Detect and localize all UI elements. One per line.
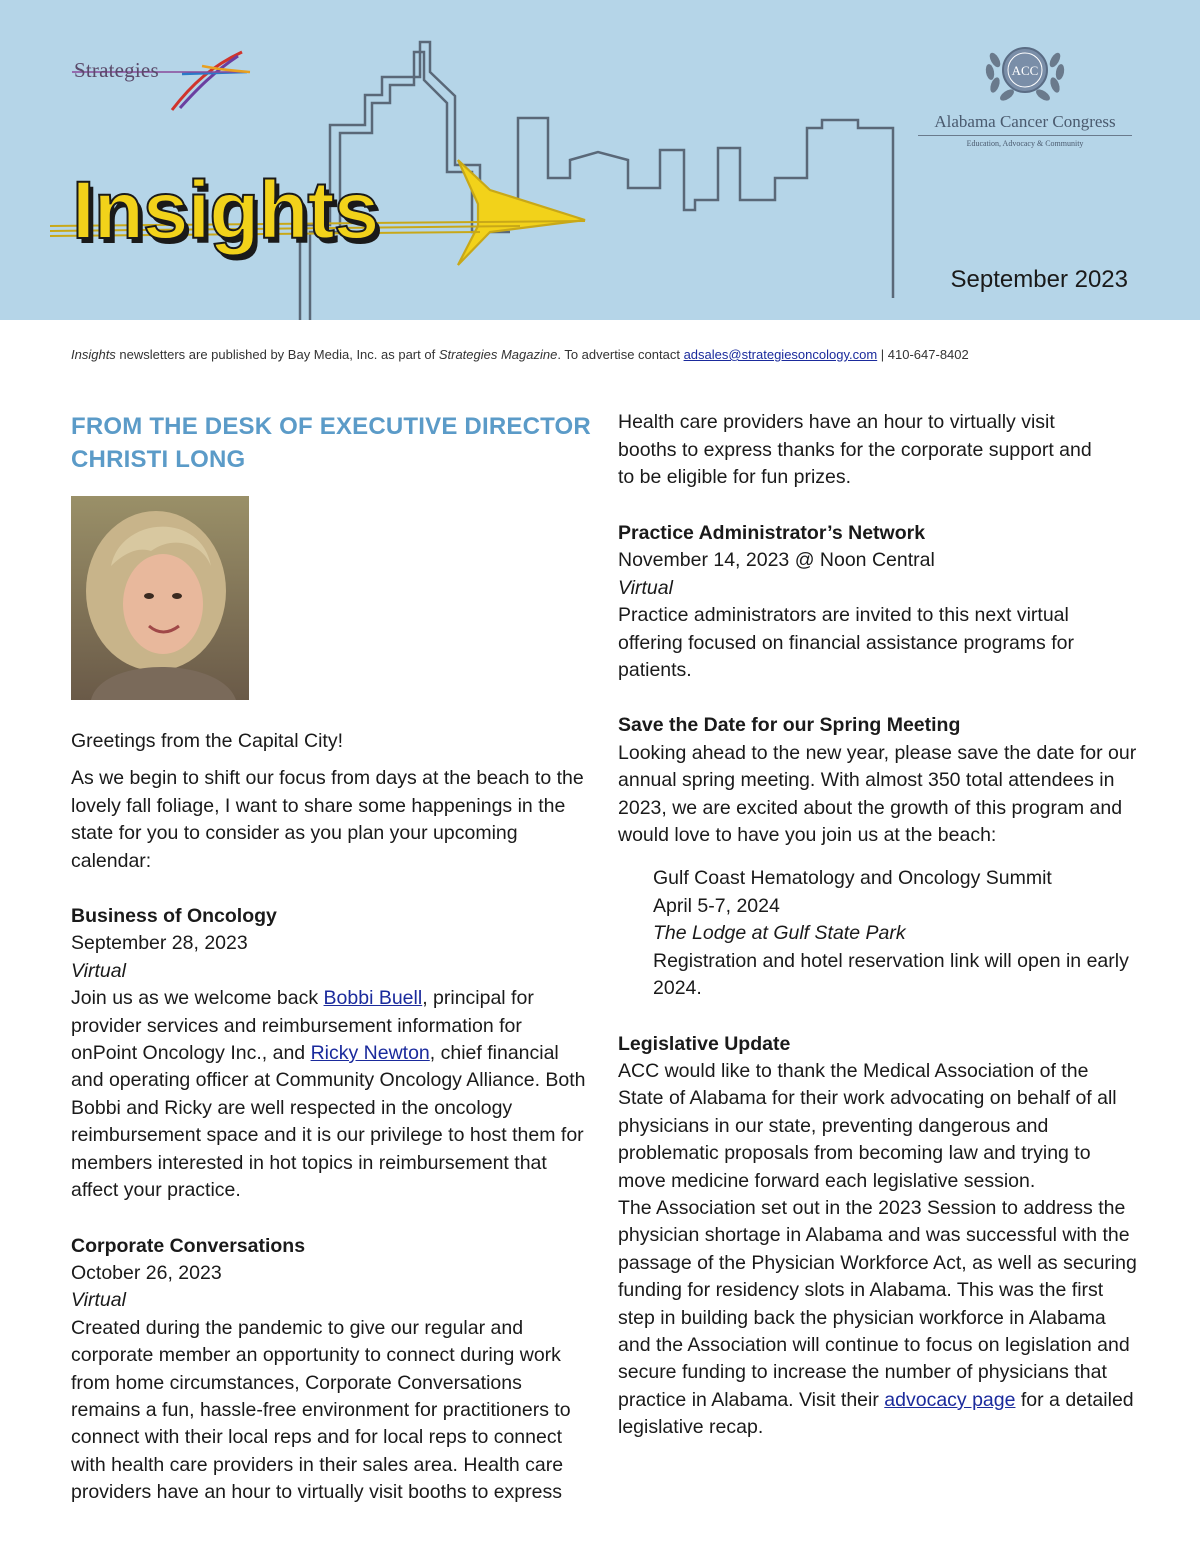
event-spring-meeting: [618, 712, 1138, 1002]
intro-paragraph: As we begin to shift our focus from days at the beach to the lovely fall foliage, I want to share some happenings in the state for you to consider as you plan your upcoming calendar:: [71, 767, 584, 872]
description-text: , principal for provider services and reimbursement information for onPoint Oncology Inc., and: [71, 987, 534, 1065]
publisher-line: [71, 347, 969, 362]
event-date: October 26, 2023: [71, 1261, 222, 1284]
acc-logo-divider: [918, 135, 1132, 136]
advocacy-page-link[interactable]: advocacy page: [884, 1388, 1016, 1411]
magazine-name: Strategies Magazine: [438, 347, 558, 362]
event-date: November 14, 2023 @ Noon Central: [618, 549, 935, 572]
event-corporate-conversations: [71, 1233, 591, 1508]
corporate-description-continued: [618, 410, 1138, 492]
event-location: Virtual: [71, 1289, 126, 1312]
director-photo: [71, 496, 249, 700]
summit-location: The Lodge at Gulf State Park: [653, 922, 906, 945]
event-description: Looking ahead to the new year, please save the date for our annual spring meeting. With almost 350 total attendees in 2023, we are excited about the growth of this program and would love to have you join us at the beach:: [618, 741, 1137, 847]
continued-text: Health care providers have an hour to virtually visit booths to express thanks for the corporate support and to be eligible for fun prizes.: [618, 411, 1092, 489]
acc-logo-tagline: Education, Advocacy & Community: [966, 139, 1084, 148]
section-heading: Legislative Update: [618, 1032, 791, 1055]
right-column: [618, 410, 1138, 1442]
event-location: Virtual: [71, 959, 126, 982]
paragraph-text: for a detailed legislative recap.: [618, 1388, 1134, 1439]
event-description: [71, 985, 591, 1204]
summit-details: [618, 865, 1138, 1002]
legislative-paragraph-2: [618, 1195, 1138, 1442]
description-text: Join us as we welcome back: [71, 987, 324, 1010]
event-title: Practice Administrator’s Network: [618, 522, 926, 544]
strategies-logo-text: Strategies: [74, 58, 159, 82]
event-title: Business of Oncology: [71, 905, 277, 928]
acc-laurel-badge: [975, 40, 1075, 112]
event-location: Virtual: [618, 576, 673, 599]
event-description: Created during the pandemic to give our regular and corporate member an opportunity to connect during work from home circumstances, Corporate Conversations remains a fun, hassle-free environment for practitioners to connect with their local reps and for local reps to connect with health care providers in their sales area. Health care providers have an hour to virtually visit booths to express: [71, 1316, 571, 1504]
adsales-email-link[interactable]: adsales@strategiesoncology.com: [683, 347, 878, 362]
paragraph-text: The Association set out in the 2023 Session to address the physician shortage in Alabama and was successful with the passage of the Physician Workforce Act, as well as securing funding for residency slots in Alabama. This was the first step in building back the physician workforce in Alabama and the Association will continue to focus on legislation and secure funding to increase the number of physicians that practice in Alabama. Visit their: [618, 1196, 1137, 1411]
acc-logo-name: Alabama Cancer Congress: [934, 112, 1116, 131]
greeting: Greetings from the Capital City!: [71, 730, 344, 752]
summit-note: Registration and hotel reservation link will open in early 2024.: [653, 949, 1129, 1000]
bobbi-buell-link[interactable]: Bobbi Buell: [323, 987, 423, 1010]
left-column: [71, 410, 591, 1508]
publisher-text: newsletters are published by Bay Media, Inc. as part of: [115, 347, 439, 362]
event-title: Save the Date for our Spring Meeting: [618, 714, 961, 737]
masthead-banner: [0, 0, 1200, 320]
article-title: FROM THE DESK OF EXECUTIVE DIRECTOR CHRISTI LONG: [71, 413, 591, 473]
event-title: Corporate Conversations: [71, 1234, 306, 1257]
insights-logo: Insights: [72, 165, 379, 256]
advertise-text: . To advertise contact: [557, 347, 684, 362]
phone-text: | 410-647-8402: [877, 347, 969, 362]
insights-italic: Insights: [71, 347, 116, 362]
summit-name: Gulf Coast Hematology and Oncology Summit: [653, 867, 1052, 890]
ricky-newton-link[interactable]: Ricky Newton: [310, 1042, 430, 1065]
event-date: September 28, 2023: [71, 932, 248, 955]
description-text: , chief financial and operating officer at Community Oncology Alliance. Both Bobbi and Ricky are well respected in the oncology reimbursement space and it is our privilege to host them for members interested in hot topics in reimbursement that affect your practice.: [71, 1042, 586, 1202]
event-practice-administrators-network: [618, 520, 1138, 684]
legislative-update: [618, 1031, 1138, 1442]
acc-badge-text: ACC: [1011, 63, 1039, 78]
legislative-paragraph-1: ACC would like to thank the Medical Association of the State of Alabama for their work advocating on behalf of all physicians in our state, preventing dangerous and problematic proposals from becoming law and trying to move medicine forward each legislative session.: [618, 1059, 1117, 1192]
event-business-of-oncology: [71, 903, 591, 1204]
event-description: Practice administrators are invited to this next virtual offering focused on financial assistance programs for patients.: [618, 604, 1074, 682]
issue-date: September 2023: [950, 266, 1128, 293]
summit-date: April 5-7, 2024: [653, 894, 780, 917]
